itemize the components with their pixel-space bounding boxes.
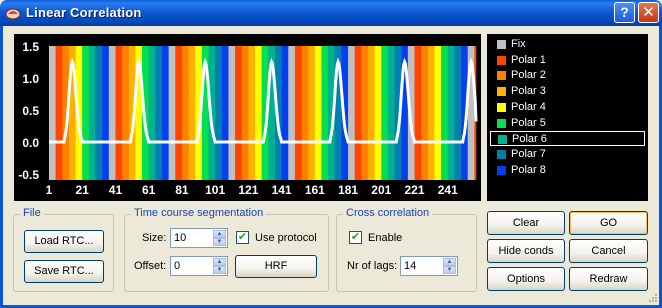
x-tick-label: 201 — [371, 183, 392, 197]
condition-stripe — [448, 46, 455, 180]
condition-legend[interactable] — [487, 34, 648, 201]
condition-stripe — [82, 46, 89, 180]
load-rtc-button[interactable]: Load RTC... — [24, 230, 104, 253]
legend-item[interactable] — [490, 68, 645, 83]
segmentation-group-title: Time course segmentation — [131, 207, 266, 219]
condition-stripe — [348, 46, 355, 180]
condition-stripe — [122, 46, 129, 180]
redraw-button[interactable]: Redraw — [569, 267, 648, 291]
offset-spinbox[interactable] — [170, 256, 228, 276]
offset-up-arrow-icon[interactable]: ▲ — [213, 258, 226, 266]
condition-stripe — [321, 46, 328, 180]
condition-stripe — [355, 46, 362, 180]
legend-label: Fix — [511, 38, 526, 50]
lags-up-arrow-icon[interactable]: ▲ — [443, 258, 456, 266]
condition-stripe — [302, 46, 309, 180]
legend-item[interactable] — [490, 131, 645, 146]
legend-swatch — [498, 135, 507, 144]
legend-label: Polar 2 — [511, 69, 546, 82]
size-label: Size: — [142, 232, 167, 244]
condition-stripe — [182, 46, 189, 180]
size-up-arrow-icon[interactable]: ▲ — [213, 230, 226, 238]
legend-swatch — [497, 103, 506, 112]
condition-stripe — [175, 46, 182, 180]
lags-down-arrow-icon[interactable]: ▼ — [443, 266, 456, 274]
condition-stripe — [222, 46, 229, 180]
y-tick-label: 1.0 — [22, 72, 39, 86]
plot-svg — [14, 34, 481, 201]
legend-swatch — [497, 56, 506, 65]
lags-spinbox[interactable] — [400, 256, 458, 276]
x-tick-label: 21 — [75, 183, 89, 197]
enable-checkbox[interactable]: ✔ — [350, 231, 361, 243]
x-tick-label: 141 — [271, 183, 292, 197]
condition-stripe — [235, 46, 242, 180]
offset-label: Offset: — [134, 260, 167, 272]
y-tick-label: 0.0 — [22, 136, 39, 150]
x-tick-label: 121 — [238, 183, 259, 197]
condition-stripe — [189, 46, 196, 180]
nr-of-lags-label: Nr of lags: — [347, 260, 398, 272]
legend-label: Polar 1 — [511, 53, 546, 66]
condition-stripe — [295, 46, 302, 180]
legend-swatch — [497, 166, 506, 175]
lags-value: 14 — [404, 260, 417, 272]
legend-swatch — [497, 119, 506, 128]
correlation-plot[interactable] — [14, 34, 481, 201]
legend-item[interactable] — [490, 116, 645, 131]
use-protocol-checkbox[interactable]: ✔ — [237, 231, 248, 243]
use-protocol-label[interactable]: Use protocol — [255, 232, 317, 244]
x-tick-label: 161 — [304, 183, 325, 197]
x-tick-label: 1 — [45, 183, 53, 197]
legend-label: Polar 5 — [511, 116, 546, 129]
condition-stripe — [228, 46, 235, 180]
x-tick-label: 181 — [338, 183, 359, 197]
condition-stripe — [282, 46, 289, 180]
resize-grip-icon[interactable] — [646, 293, 658, 305]
condition-stripe — [248, 46, 255, 180]
condition-stripe — [434, 46, 441, 180]
condition-stripe — [109, 46, 116, 180]
condition-stripe — [89, 46, 96, 180]
condition-stripe — [162, 46, 169, 180]
legend-swatch — [497, 71, 506, 80]
condition-stripe — [375, 46, 382, 180]
x-tick-label: 241 — [437, 183, 458, 197]
enable-label[interactable]: Enable — [368, 232, 403, 244]
legend-item[interactable] — [490, 53, 645, 68]
legend-swatch — [497, 40, 506, 49]
condition-stripe — [381, 46, 388, 180]
condition-stripe — [441, 46, 448, 180]
legend-label: Polar 4 — [511, 100, 546, 113]
condition-stripe — [428, 46, 435, 180]
file-group — [13, 207, 114, 292]
legend-label: Polar 3 — [511, 85, 546, 98]
condition-stripe — [388, 46, 395, 180]
app-icon — [5, 5, 21, 21]
condition-stripe — [242, 46, 249, 180]
condition-stripe — [155, 46, 162, 180]
options-button[interactable]: Options — [487, 267, 565, 291]
help-button[interactable]: ? — [614, 2, 635, 23]
legend-label: Polar 6 — [512, 133, 547, 146]
legend-item[interactable] — [490, 37, 645, 52]
legend-label: Polar 7 — [511, 147, 546, 160]
y-tick-label: 1.5 — [22, 40, 39, 54]
legend-swatch — [497, 87, 506, 96]
condition-stripe — [149, 46, 156, 180]
condition-stripe — [96, 46, 103, 180]
go-button[interactable]: GO — [569, 211, 648, 235]
title-bar[interactable] — [0, 0, 662, 26]
legend-swatch — [497, 150, 506, 159]
window-frame-left — [0, 26, 3, 308]
condition-stripe — [288, 46, 295, 180]
condition-stripe — [361, 46, 368, 180]
offset-down-arrow-icon[interactable]: ▼ — [213, 266, 226, 274]
cancel-button[interactable]: Cancel — [569, 239, 648, 263]
condition-stripe — [315, 46, 322, 180]
condition-stripe — [49, 46, 56, 180]
y-tick-label: 0.5 — [22, 104, 39, 118]
condition-stripe — [169, 46, 176, 180]
cross-correlation-group-title: Cross correlation — [343, 207, 432, 219]
condition-stripe — [454, 46, 461, 180]
x-tick-label: 101 — [205, 183, 226, 197]
legend-item[interactable] — [490, 147, 645, 162]
x-tick-label: 221 — [404, 183, 425, 197]
cross-correlation-group — [336, 207, 477, 292]
legend-item[interactable] — [490, 100, 645, 115]
condition-stripe — [115, 46, 122, 180]
close-button[interactable]: ✕ — [638, 2, 659, 23]
condition-stripe — [415, 46, 422, 180]
condition-stripes — [49, 46, 476, 180]
offset-value: 0 — [174, 260, 181, 272]
save-rtc-button[interactable]: Save RTC... — [24, 260, 104, 283]
clear-button[interactable]: Clear — [487, 211, 565, 235]
condition-stripe — [421, 46, 428, 180]
x-tick-label: 41 — [108, 183, 123, 197]
condition-stripe — [255, 46, 262, 180]
condition-stripe — [102, 46, 109, 180]
y-axis — [18, 40, 39, 182]
x-axis — [46, 183, 458, 197]
hrf-button[interactable]: HRF — [235, 255, 317, 278]
segmentation-group — [124, 207, 329, 292]
y-tick-label: -0.5 — [18, 168, 39, 182]
x-tick-label: 61 — [142, 183, 156, 197]
condition-stripe — [56, 46, 63, 180]
legend-item[interactable] — [490, 84, 645, 99]
condition-stripe — [215, 46, 222, 180]
x-tick-label: 81 — [175, 183, 189, 197]
window-title: Linear Correlation — [26, 5, 142, 20]
size-value: 10 — [174, 232, 187, 244]
hide-conds-button[interactable]: Hide conds — [487, 239, 565, 263]
condition-stripe — [368, 46, 375, 180]
legend-item[interactable] — [490, 163, 645, 178]
size-spinbox[interactable] — [170, 228, 228, 248]
file-group-title: File — [20, 207, 44, 219]
size-down-arrow-icon[interactable]: ▼ — [213, 238, 226, 246]
condition-stripe — [308, 46, 315, 180]
legend-label: Polar 8 — [511, 163, 546, 176]
